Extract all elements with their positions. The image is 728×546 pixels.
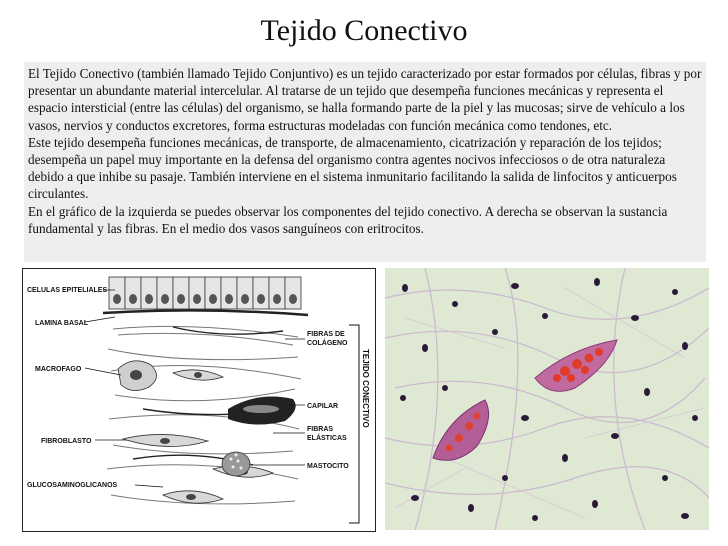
label-mastocito: MASTOCITO bbox=[307, 463, 349, 470]
label-capilar: CAPILAR bbox=[307, 403, 339, 410]
label-lamina-basal: LAMINA BASAL bbox=[35, 320, 89, 327]
paragraph-3: En el gráfico de la izquierda se puedes observar los componentes del tejido conectivo. A derecha se observan la sustancia fundamental y las fibras. En el medio dos vasos sanguíneos con eritrocitos. bbox=[28, 203, 668, 236]
paragraph-2: Este tejido desempeña funciones mecánicas, de transporte, de almacenamiento, cicatrización y reparación de los tejidos; desempeña un papel muy importante en la defensa del organismo contra agentes nocivos infecciosos o de otra naturaleza debido a que inhibe su pasaje. También interviene en el sistema inmunitario facilitando la salida de linfocitos y anticuerpos circulantes. bbox=[28, 134, 677, 202]
label-macrofago: MACROFAGO bbox=[35, 366, 82, 373]
epithelial-cells bbox=[109, 277, 301, 309]
label-celulas-epiteliales: CELULAS EPITELIALES bbox=[27, 287, 108, 294]
basal-lamina bbox=[103, 310, 308, 315]
label-fibroblasto: FIBROBLASTO bbox=[41, 438, 92, 445]
label-fibras-colageno-1: FIBRAS DE bbox=[307, 331, 345, 338]
micrograph-drawing bbox=[385, 268, 709, 530]
diagram-drawing bbox=[23, 269, 375, 531]
description-box bbox=[24, 62, 706, 262]
label-glucosaminoglicanos: GLUCOSAMINOGLICANOS bbox=[27, 482, 118, 489]
label-fibras-elasticas-1: FIBRAS bbox=[307, 426, 334, 433]
connective-tissue-diagram bbox=[22, 268, 376, 532]
label-fibras-elasticas-2: ELÁSTICAS bbox=[307, 435, 347, 442]
micrograph-image bbox=[385, 268, 709, 530]
tissue-bracket bbox=[349, 325, 359, 523]
label-tejido-conectivo: TEJIDO CONECTIVO bbox=[361, 349, 370, 428]
label-fibras-colageno-2: COLÁGENO bbox=[307, 340, 348, 347]
paragraph-1: El Tejido Conectivo (también llamado Tejido Conjuntivo) es un tejido caracterizado por estar formados por células, fibras y por presentar un abundante material intercelular. Al tratarse de un tejido que desempeña funciones mecánicas y representa el espacio intersticial (entre las células) del organismo, se halla formando parte de la piel y las mucosas; sirve de vehículo a los vasos, nervios y conductos excretores, forma estructuras modeladas con función mecánica como tendones, etc. bbox=[28, 66, 702, 133]
page-title: Tejido Conectivo bbox=[260, 14, 468, 47]
